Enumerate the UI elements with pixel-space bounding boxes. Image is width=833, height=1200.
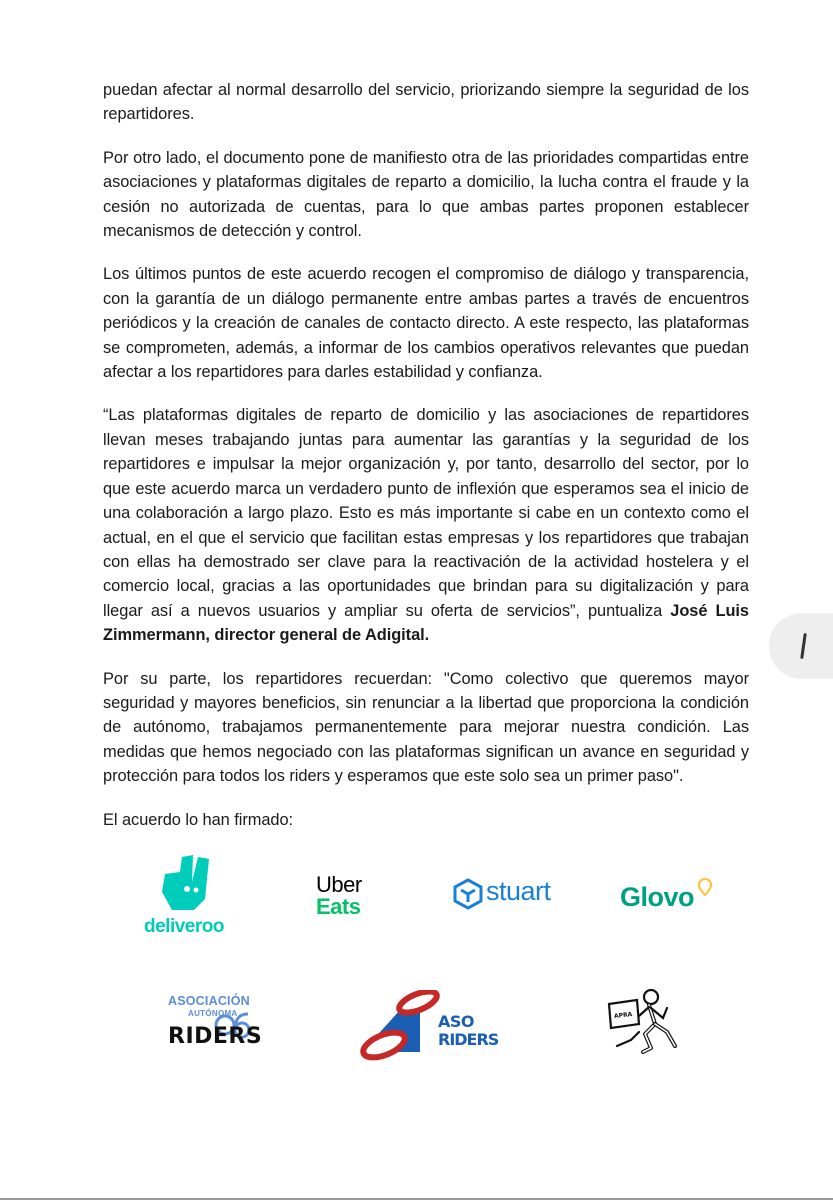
eats-wordmark: Eats: [316, 894, 361, 919]
uber-eats-logo: [316, 873, 386, 923]
quote-attribution: José Luis Zimmermann, director general de Adigital.: [103, 601, 749, 645]
paragraph-4: “Las plataformas digitales de reparto de domicilio y las asociaciones de repartidores llevan meses trabajando juntas para aumentar las garantías y la seguridad de los repartidores e impulsar la mejor organización y, por tanto, desarrollo del sector, por lo que este acuerdo marca un verdadero punto de inflexión que esperamos sea el inicio de una colaboración a largo plazo. Esto es más importante si cabe en un contexto como el actual, en el que el servicio que facilitan estas empresas y los repartidores que trabajan con ellas ha demostrado ser clave para la reactivación de la actividad hostelera y el comercio local, gracias a las oportunidades que brindan para su digitalización y para llegar así a nuevos usuarios y ampliar su oferta de servicios”, puntualiza José Luis Zimmermann, director general de Adigital.: [103, 406, 749, 645]
paragraph-1: puedan afectar al normal desarrollo del servicio, priorizando siempre la seguridad de los repartidores.: [103, 81, 749, 124]
deliveroo-logo: [142, 852, 227, 940]
aso-riders-ramp-icon: [360, 990, 440, 1062]
apra-text: APRA: [613, 1011, 633, 1020]
autonoma-text: AUTÓNOMA: [188, 1009, 238, 1018]
paragraph-2: Por otro lado, el documento pone de manifiesto otra de las prioridades compartidas entre asociaciones y plataformas digitales de reparto a domicilio, la lucha contra el fraude y la cesión no autorizada de cuentas, para lo que ambas partes proponen establecer mecanismos de detección y control.: [103, 148, 749, 241]
aso-riders-logo: [360, 990, 499, 1062]
signatories-intro: El acuerdo lo han firmado:: [103, 810, 294, 829]
paragraph-5: Por su parte, los repartidores recuerdan: "Como colectivo que queremos mayor seguridad y mayores beneficios, sin renunciar a la libertad que proporciona la condición de autónomo, trabajamos permanentemente para mejorar nuestra condición. Las medidas que hemos negociado con las plataformas significan un avance en seguridad y protección para todos los riders y esperamos que este solo sea un primer paso".: [103, 669, 749, 786]
glovo-logo: [620, 876, 715, 916]
stuart-wordmark: stuart: [486, 876, 551, 906]
page-indicator-icon: [800, 633, 807, 659]
running-courier-icon: [605, 988, 680, 1058]
riders-text: RIDERS: [168, 1024, 263, 1049]
asociacion-autonoma-riders-logo: [166, 994, 263, 1054]
paragraph-3: Los últimos puntos de este acuerdo recogen el compromiso de diálogo y transparencia, con la garantía de un diálogo permanente entre ambas partes a través de encuentros periódicos y la creación de canales de contacto directo. A este respecto, las plataformas se comprometen, además, a informar de los cambios operativos relevantes que puedan afectar a los repartidores para darles estabilidad y confianza.: [103, 265, 749, 382]
stuart-cube-icon: [452, 878, 484, 910]
deliveroo-wordmark: deliveroo: [144, 916, 224, 937]
apra-logo: [605, 988, 680, 1058]
glovo-pin-icon: [698, 878, 712, 898]
page-scroll-tab[interactable]: [769, 613, 833, 679]
uber-wordmark: Uber: [316, 872, 362, 897]
stuart-logo: [452, 876, 562, 912]
aso-text: ASO: [438, 1012, 475, 1031]
glovo-wordmark: Glovo: [620, 882, 695, 912]
asociacion-text: ASOCIACIÓN: [168, 994, 250, 1008]
document-body: [103, 78, 749, 851]
riders-wordmark: RIDERS: [438, 1030, 499, 1049]
